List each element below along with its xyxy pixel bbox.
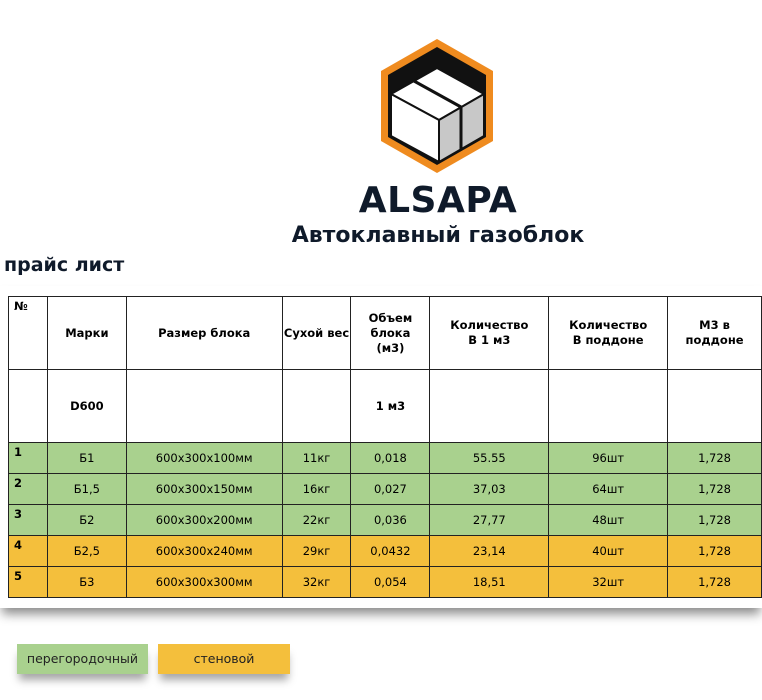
table-row: 5 Б3 600x300x300мм 32кг 0,054 18,51 32шт 1,728: [9, 567, 762, 598]
price-table: [8, 296, 762, 598]
grade-volume: 1 м3: [351, 370, 430, 443]
table-row: 4 Б2,5 600x300x240мм 29кг 0,0432 23,14 40шт 1,728: [9, 536, 762, 567]
col-volume: Объем блока (м3): [351, 297, 430, 370]
grade-label: D600: [47, 370, 126, 443]
grade-row: [9, 370, 762, 443]
col-m3-pallet: М3 в поддоне: [668, 297, 762, 370]
table-row: 1 Б1 600x300x100мм 11кг 0,018 55.55 96шт 1,728: [9, 443, 762, 474]
col-mark: Марки: [47, 297, 126, 370]
col-per-pallet: Количество В поддоне: [549, 297, 668, 370]
table-row: 3 Б2 600x300x200мм 22кг 0,036 27,77 48шт 1,728: [9, 505, 762, 536]
legend-partition: перегородочный: [17, 644, 148, 674]
table-header-row: [9, 297, 762, 370]
col-size: Размер блока: [126, 297, 282, 370]
product-subtitle: Автоклавный газоблок: [291, 223, 585, 248]
col-number: №: [9, 297, 48, 370]
col-weight: Сухой вес: [282, 297, 351, 370]
price-list-title: прайс лист: [4, 254, 125, 276]
hexagon-block-logo-icon: [377, 36, 497, 176]
price-sheet: [0, 286, 762, 608]
table-row: 2 Б1,5 600x300x150мм 16кг 0,027 37,03 64шт 1,728: [9, 474, 762, 505]
brand-name: ALSAPA: [358, 180, 518, 221]
col-per-m3: Количество В 1 м3: [430, 297, 549, 370]
legend-wall: стеновой: [158, 644, 290, 674]
